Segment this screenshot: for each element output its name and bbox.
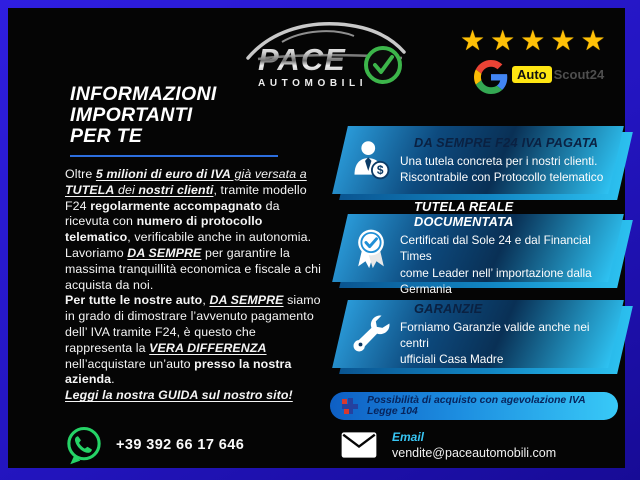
card-line: Certificati dal Sole 24 e dal Financial Times <box>400 232 591 264</box>
autoscout24-scout-label: Scout24 <box>553 67 605 82</box>
email-contact[interactable] <box>340 430 556 460</box>
card-garanzie <box>330 300 622 368</box>
star-icon: ★ <box>490 25 521 56</box>
page-title-line2: IMPORTANTI <box>70 104 193 126</box>
text-segment: siamo in grado di dimostrare l’avvenuto pagamento dell’ IVA tramite F24, è questo che rappresenta la <box>65 293 321 355</box>
poster-background <box>8 8 625 468</box>
text-segment: , verificabile anche in autonomia. Lavoriamo <box>65 230 312 260</box>
page-title-line1: INFORMAZIONI <box>70 83 217 105</box>
star-icon: ★ <box>580 25 611 56</box>
card-f24-iva-pagata <box>330 126 622 194</box>
text-segment: Leggi la nostra GUIDA sul nostro sito! <box>65 388 293 403</box>
whatsapp-icon <box>62 423 106 467</box>
wrench-icon <box>348 313 394 355</box>
card-line: Riscontrabile con Protocollo telematico <box>400 170 604 184</box>
page-title <box>70 84 217 147</box>
svg-text:$: $ <box>376 163 384 178</box>
star-icon: ★ <box>550 25 581 56</box>
text-segment: TUTELA <box>65 182 115 197</box>
brand-name: PACE <box>258 42 346 77</box>
card-title: GARANZIE <box>414 300 483 316</box>
text-segment: regolarmente accompagnato <box>90 198 263 213</box>
text-segment: DA SEMPRE <box>209 293 284 308</box>
phone-number: +39 392 66 17 646 <box>116 437 245 453</box>
businessman-money-icon <box>348 138 394 182</box>
award-ribbon-icon <box>348 226 394 270</box>
text-segment: nostri clienti <box>138 182 214 197</box>
text-segment: dei <box>114 182 139 197</box>
card-title: DA SEMPRE F24 IVA PAGATA <box>414 134 599 150</box>
legge-104-banner <box>330 392 618 420</box>
text-segment: VERA DIFFERENZA <box>149 340 267 355</box>
text-segment: , <box>202 293 210 308</box>
card-line: ufficiali Casa Madre <box>400 352 504 367</box>
card-line: come Leader nell’ importazione dalla Germania <box>400 265 592 296</box>
whatsapp-contact[interactable] <box>62 423 244 467</box>
text-segment: numero di protocollo telematico <box>65 214 263 245</box>
page-title-line3: PER TE <box>70 125 143 147</box>
star-row <box>460 24 611 57</box>
card-line: Una tutela concreta per i nostri clienti. <box>400 153 598 168</box>
paragraph-iva <box>65 167 321 293</box>
text-segment: presso la nostra azienda <box>65 356 292 387</box>
text-segment: . <box>111 372 115 387</box>
text-segment: Oltre <box>65 167 96 181</box>
text-segment: Per tutte le nostre auto <box>65 293 203 308</box>
text-segment: DA SEMPRE <box>127 245 202 260</box>
star-icon: ★ <box>520 25 551 56</box>
google-icon <box>474 60 508 94</box>
green-check-icon <box>364 46 402 84</box>
text-segment: , tramite modello F24 <box>65 182 307 213</box>
paragraph-da-sempre <box>65 293 321 388</box>
text-segment: già versata a <box>230 167 307 181</box>
card-line: Forniamo Garanzie valide anche nei centri <box>400 319 590 350</box>
brand-subtitle: AUTOMOBILI <box>258 78 368 89</box>
text-segment: per garantire la massima tranquillità economica e fiscale a chi acquista da noi. <box>65 245 321 292</box>
info-paragraphs <box>65 167 321 404</box>
legge-104-text: Possibilità di acquisto con agevolazione IVA Legge 104 <box>367 395 586 417</box>
card-tutela-documentata <box>330 198 622 296</box>
text-segment: 5 milioni di euro di IVA <box>95 167 231 181</box>
text-segment: nell’acquistare un’auto <box>65 356 195 371</box>
text-segment: da ricevuta con <box>65 198 280 229</box>
star-icon: ★ <box>460 25 491 56</box>
email-address: vendite@paceautomobili.com <box>392 446 557 460</box>
autoscout24-logo <box>512 66 604 83</box>
cross-104-icon <box>342 398 358 414</box>
brand-logo <box>246 16 406 96</box>
email-icon <box>340 430 378 460</box>
heading-divider <box>70 155 278 157</box>
email-label: Email <box>392 430 425 444</box>
autoscout24-auto-label: Auto <box>512 66 552 83</box>
card-title: TUTELA REALE DOCUMENTATA <box>414 198 514 229</box>
guide-cta[interactable] <box>65 388 321 404</box>
